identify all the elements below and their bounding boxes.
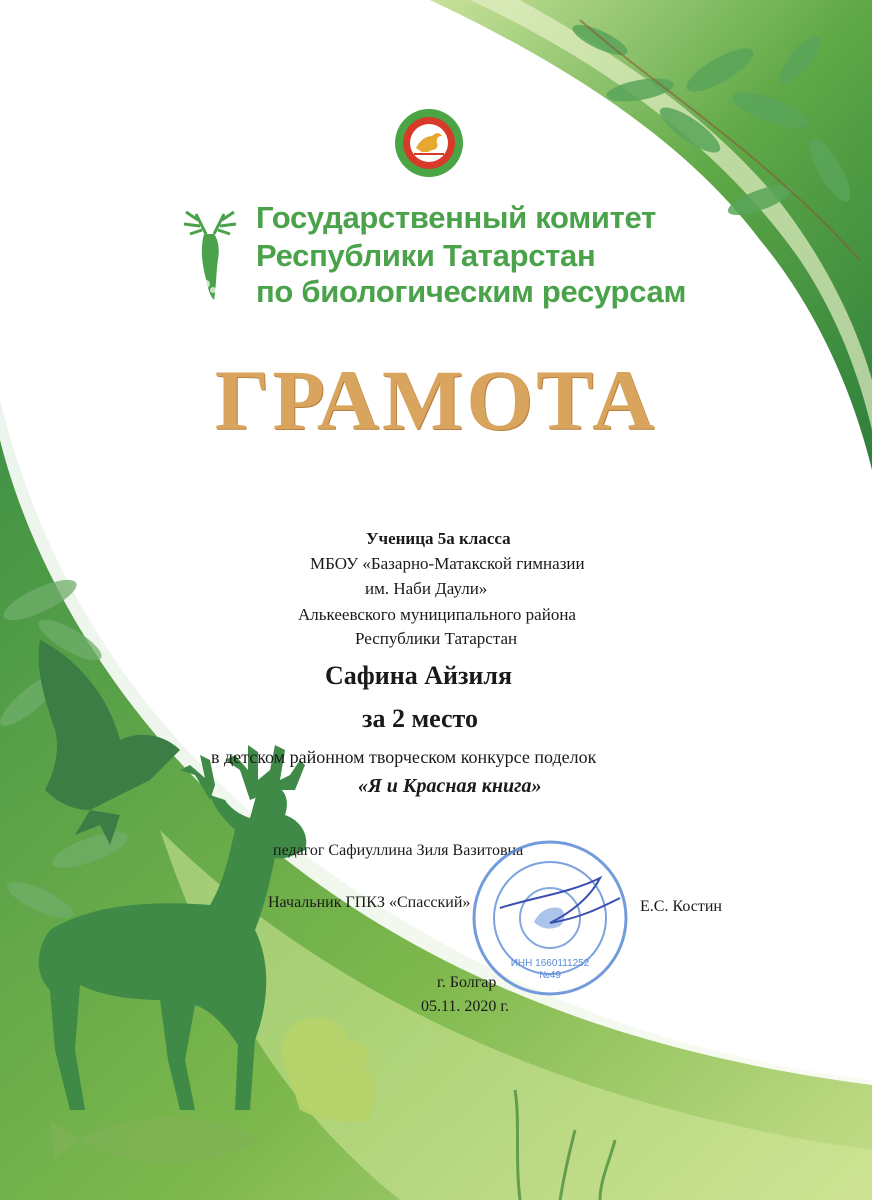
tatarstan-emblem-icon	[392, 106, 466, 180]
organization-name-line2: Республики Татарстан	[256, 238, 596, 273]
recipient-school-line1: МБОУ «Базарно-Матакской гимназии	[310, 554, 585, 573]
organization-name-line3: по биологическим ресурсам	[256, 274, 687, 309]
head-title: Начальник ГПКЗ «Спасский»	[268, 894, 471, 911]
recipient-district: Алькеевского муниципального района	[298, 605, 576, 624]
recipient-role: Ученица 5а класса	[366, 529, 511, 548]
deer-logo-icon	[176, 204, 240, 302]
stamp-inn-text: ИНН 1660111252	[510, 958, 590, 969]
date: 05.11. 2020 г.	[421, 998, 510, 1015]
stamp-number-text: №49	[539, 970, 561, 981]
city: г. Болгар	[437, 974, 497, 991]
recipient-school-line2: им. Наби Даули»	[365, 579, 488, 598]
recipient-republic: Республики Татарстан	[355, 629, 518, 648]
award-description: в детском районном творческом конкурсе поделок	[211, 747, 597, 767]
award-place: за 2 место	[362, 704, 478, 733]
recipient-name: Сафина Айзиля	[325, 661, 513, 690]
contest-name: «Я и Красная книга»	[358, 775, 542, 797]
teacher-signature-line: педагог Сафиуллина Зиля Вазитовна	[273, 842, 524, 859]
head-name: Е.С. Костин	[640, 898, 722, 915]
organization-name-line1: Государственный комитет	[256, 200, 656, 235]
certificate-title: ГРАМОТА	[214, 352, 658, 448]
